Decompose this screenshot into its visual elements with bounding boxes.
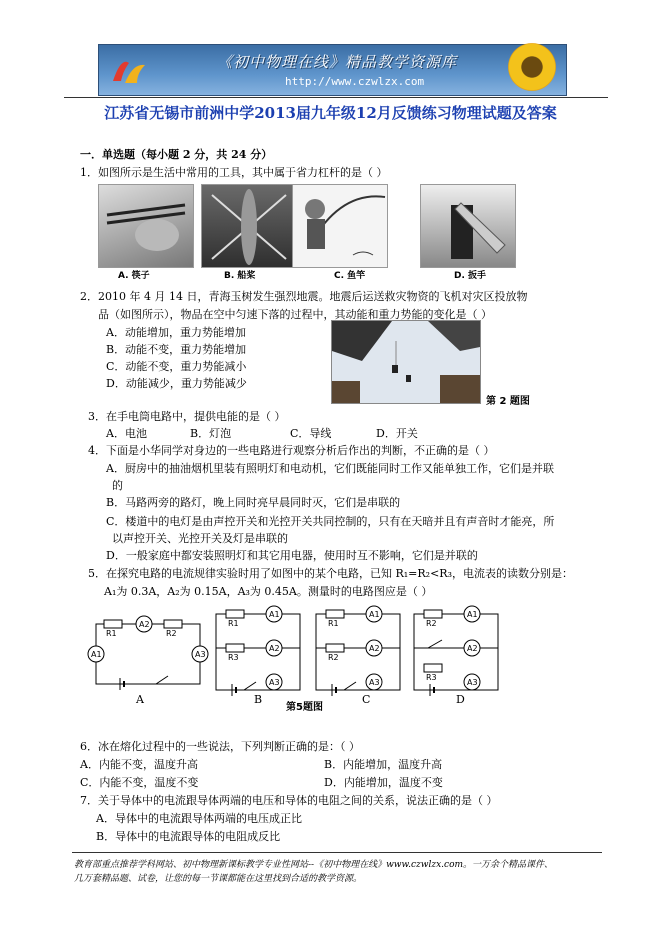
page-footer xyxy=(74,858,600,886)
q1-caption-b: B. 船桨 xyxy=(224,271,256,281)
q2-option-d: D．动能减少，重力势能减少 xyxy=(106,377,247,390)
site-logo-icon xyxy=(107,53,153,87)
q2-option-a: A．动能增加，重力势能增加 xyxy=(106,326,246,339)
q5-label-a: A xyxy=(136,693,144,706)
q4-option-b: B．马路两旁的路灯，晚上同时亮早晨同时灭，它们是串联的 xyxy=(106,496,401,509)
q4-option-d: D．一般家庭中都安装照明灯和其它用电器，使用时互不影响，它们是并联的 xyxy=(106,549,478,562)
header-rule xyxy=(64,97,608,98)
svg-text:A2: A2 xyxy=(269,644,280,653)
svg-text:R2: R2 xyxy=(166,629,177,638)
q2-figure-caption: 第 2 题图 xyxy=(486,396,530,407)
svg-text:A3: A3 xyxy=(269,678,280,687)
circuit-c xyxy=(316,606,400,696)
q7-stem: 7．关于导体中的电流跟导体两端的电压和导体的电阻之间的关系，说法正确的是（ ） xyxy=(80,794,498,807)
q1-caption-a: A. 筷子 xyxy=(118,271,150,281)
q5-stem-line1: 5．在探究电路的电流规律实验时用了如图中的某个电路，已知 R₁=R₂<R₃，电流表的读数分别是： xyxy=(88,567,574,580)
svg-text:A3: A3 xyxy=(195,650,206,659)
banner-title: 《初中物理在线》精品教学资源库 xyxy=(217,53,458,71)
q4-option-a-line1: A．厨房中的抽油烟机里装有照明灯和电动机，它们既能同时工作又能单独工作，它们是并联 xyxy=(106,462,554,475)
q1-caption-c: C. 鱼竿 xyxy=(334,271,366,281)
q3-option-d: D．开关 xyxy=(376,427,418,440)
q2-stem-line1: 2．2010 年 4 月 14 日，青海玉树发生强烈地震。地震后运送救灾物资的飞机对灾区投放物 xyxy=(80,290,528,303)
q5-label-b: B xyxy=(254,693,263,706)
svg-text:A2: A2 xyxy=(467,644,478,653)
banner-url[interactable]: http://www.czwlzx.com xyxy=(285,75,425,88)
q5-label-d: D xyxy=(456,693,465,706)
svg-text:R1: R1 xyxy=(328,619,339,628)
footer-line2: 几万套精品题、试卷，让您的每一节课都能在这里找到合适的教学资源。 xyxy=(74,874,363,884)
svg-text:R1: R1 xyxy=(228,619,239,628)
header-banner xyxy=(98,44,567,96)
q1-caption-d: D. 扳手 xyxy=(454,271,487,281)
svg-text:A1: A1 xyxy=(269,610,280,619)
q4-option-a-line2: 的 xyxy=(112,479,123,492)
svg-text:R3: R3 xyxy=(426,673,437,682)
circuit-b xyxy=(216,606,300,696)
q3-option-c: C．导线 xyxy=(290,427,332,440)
circuit-a xyxy=(88,616,208,690)
svg-text:A1: A1 xyxy=(467,610,478,619)
q5-label-c: C xyxy=(362,693,371,706)
q4-stem: 4．下面是小华同学对身边的一些电路进行观察分析后作出的判断，不正确的是（ ） xyxy=(88,444,495,457)
q3-stem: 3．在手电筒电路中，提供电能的是（ ） xyxy=(88,410,286,423)
q3-option-b: B．灯泡 xyxy=(190,427,232,440)
q1-photo-fishing-rod xyxy=(292,184,388,268)
q3-option-a: A．电池 xyxy=(106,427,147,440)
svg-text:A2: A2 xyxy=(139,620,150,629)
q7-option-a: A．导体中的电流跟导体两端的电压成正比 xyxy=(96,812,302,825)
q2-airdrop-photo xyxy=(331,320,481,404)
q1-photo-wrench xyxy=(420,184,516,268)
footer-rule xyxy=(72,852,602,853)
svg-text:A3: A3 xyxy=(369,678,380,687)
q4-option-c-line1: C．楼道中的电灯是由声控开关和光控开关共同控制的，只有在天暗并且有声音时才能亮，所 xyxy=(106,515,555,528)
q2-stem-line2: 品（如图所示），物品在空中匀速下落的过程中，其动能和重力势能的变化是（ ） xyxy=(98,308,492,321)
circuit-d xyxy=(414,606,498,696)
svg-text:A1: A1 xyxy=(369,610,380,619)
q6-option-b: B．内能增加，温度升高 xyxy=(324,758,443,771)
svg-text:A3: A3 xyxy=(467,678,478,687)
sunflower-icon xyxy=(506,41,558,93)
q5-figure-caption: 第5题图 xyxy=(286,702,323,713)
q6-option-d: D．内能增加，温度不变 xyxy=(324,776,443,789)
svg-text:A1: A1 xyxy=(91,650,102,659)
q5-stem-line2: A₁为 0.3A，A₂为 0.15A，A₃为 0.45A。测量时的电路图应是（ ） xyxy=(104,585,433,598)
q6-option-c: C．内能不变，温度不变 xyxy=(80,776,199,789)
svg-text:R3: R3 xyxy=(228,653,239,662)
section-heading: 一．单选题（每小题 2 分，共 24 分） xyxy=(80,148,273,161)
q2-option-b: B．动能不变，重力势能增加 xyxy=(106,343,247,356)
q1-photo-chopsticks xyxy=(98,184,194,268)
svg-text:R1: R1 xyxy=(106,629,117,638)
q2-option-c: C．动能不变，重力势能减小 xyxy=(106,360,247,373)
q1-stem: 1．如图所示是生活中常用的工具，其中属于省力杠杆的是（ ） xyxy=(80,166,388,179)
page-title: 江苏省无锡市前洲中学2013届九年级12月反馈练习物理试题及答案 xyxy=(104,104,557,122)
q4-option-c-line2: 以声控开关、光控开关及灯是串联的 xyxy=(112,532,288,545)
svg-text:R2: R2 xyxy=(426,619,437,628)
q6-stem: 6．冰在熔化过程中的一些说法，下列判断正确的是：（ ） xyxy=(80,740,360,753)
q1-photo-oars xyxy=(201,184,297,268)
footer-line1: 教育部重点推荐学科网站、初中物理新课标教学专业性网站--《初中物理在线》www.czwlzx.com。一万余个精品课件、 xyxy=(74,860,554,870)
svg-text:A2: A2 xyxy=(369,644,380,653)
q7-option-b: B．导体中的电流跟导体的电阻成反比 xyxy=(96,830,281,843)
svg-text:R2: R2 xyxy=(328,653,339,662)
q6-option-a: A．内能不变，温度升高 xyxy=(80,758,198,771)
